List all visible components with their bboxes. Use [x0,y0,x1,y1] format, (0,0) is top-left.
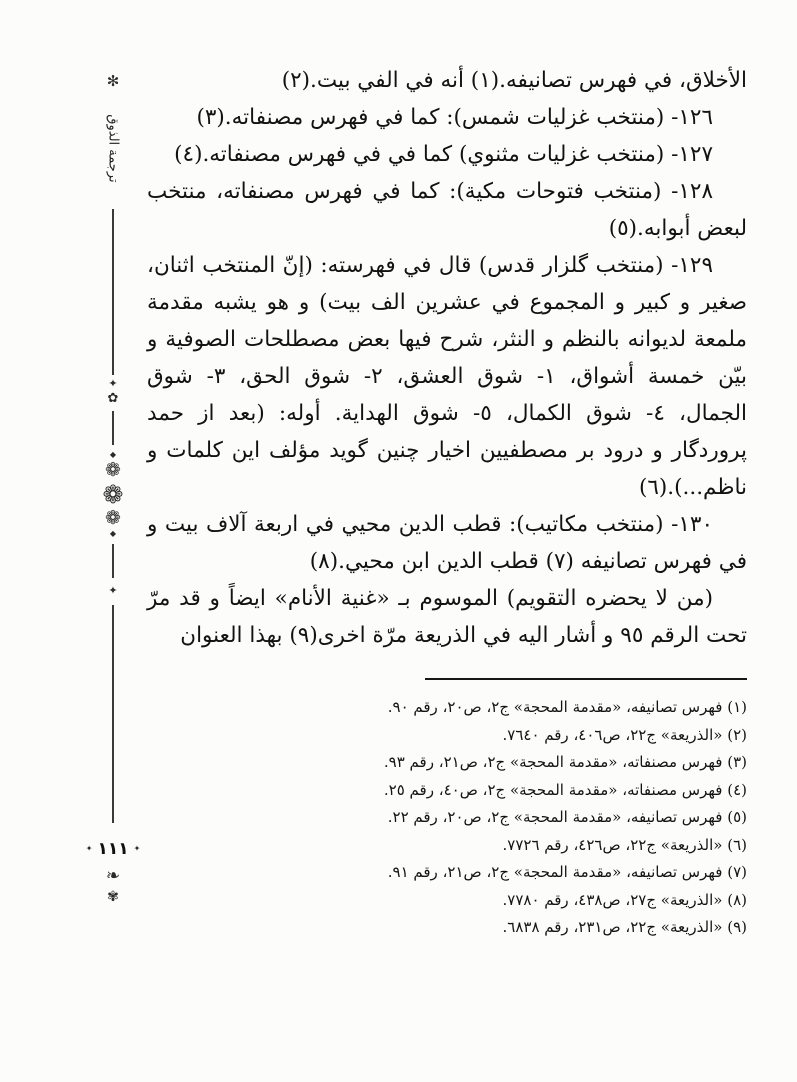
footnote: (٥) فهرس تصانيفه، «مقدمة المحجة» ج٢، ص٢٠، رقم ٢٢. [387,808,747,826]
margin-ornament-column [85,72,141,1004]
footnote: (٩) «الذريعة» ج٢٢، ص٢٣١، رقم ٦٨٣٨. [502,918,747,936]
footnote: (٢) «الذريعة» ج٢٢، ص٤٠٦، رقم ٧٦٤٠. [502,725,747,744]
paragraph-entry-128: ١٢٨- (منتخب فتوحات مكية): كما في فهرس مصنفاته، منتخب لبعض أبوابه.(٥) [147,179,747,241]
page-number-block [86,839,141,859]
footnotes-section [147,694,747,942]
small-flower-ornament-icon: ✿ [107,391,119,406]
footnote: (١) فهرس تصانيفه، «مقدمة المحجة» ج٢، ص٢٠، رقم ٩٠. [387,698,747,716]
margin-title-wrap [88,95,138,201]
diamond-ornament-icon: ◆ [109,450,117,459]
margin-vertical-title: ترجمة الذوق [105,113,121,183]
ornament-rule [112,544,114,578]
flower-ornament-icon: ❁ [105,507,121,529]
footnote: (٧) فهرس تصانيفه، «مقدمة المحجة» ج٢، ص٢١، رقم ٩١. [387,863,747,881]
flower-ornament-icon: ✻ [106,72,120,90]
footnote: (٨) «الذريعة» ج٢٧، ص٤٣٨، رقم ٧٧٨٠. [502,890,747,909]
page-text-block [147,62,747,942]
paragraph-entry-taqwim: (من لا يحضره التقويم) الموسوم بـ «غنية الأنام» ايضاً و قد مرّ تحت الرقم ٩٥ و أشار اليه في الذريعة مرّة اخرى(٩) بهذا العنوان [147,586,747,648]
flower-ornament-icon: ❁ [105,459,121,481]
paragraph-entry-126: ١٢٦- (منتخب غزليات شمس): كما في فهرس مصنفاته.(٣) [196,105,713,130]
footnote: (٤) فهرس مصنفاته، «مقدمة المحجة» ج٢، ص٤٠، رقم ٢٥. [383,780,747,799]
paragraph-continuation: الأخلاق، في فهرس تصانيفه.(١) أنه في الفي بيت.(٢) [281,68,747,93]
footnote: (٦) «الذريعة» ج٢٢، ص٤٢٦، رقم ٧٧٢٦. [502,835,747,854]
medallion-ornament [103,451,124,538]
ornament-rule [112,209,114,375]
diamond-ornament-icon: ◆ [109,529,117,538]
star-ornament-icon: ✦ [85,844,93,853]
star-ornament-icon: ✦ [133,844,141,853]
star-ornament-icon: ✦ [108,584,118,597]
footnote-separator [425,678,747,680]
ornament-rule [112,605,114,823]
footnote: (٣) فهرس مصنفاته، «مقدمة المحجة» ج٢، ص٢١، رقم ٩٣. [383,753,747,771]
flower-ornament-icon: ❁ [102,480,124,509]
paragraph-entry-130: ١٣٠- (منتخب مكاتيب): قطب الدين محيي في اربعة آلاف بيت و في فهرس تصانيفه (٧) قطب الدين ابن محيي.(٨) [147,512,747,574]
leaf-ornament-icon: ❧ [105,866,121,886]
finial-ornament-icon: ✾ [107,889,119,905]
paragraph-entry-129: ١٢٩- (منتخب گلزار قدس) قال في فهرسته: (إنّ المنتخب اثنان، صغير و كبير و المجموع في عشرين الف بيت) و هو يشبه مقدمة ملمعة لديوانه بالنظم و النثر، شرح فيها بعض مصطلحات الصوفية و بيّن خمسة أشواق، ١- شوق العشق، ٢- شوق الحق، ٣- شوق الجمال، ٤- شوق الكمال، ٥- شوق الهداية. أوله: (بعد از حمد پروردگار و درود بر مصطفيين اخيار چنين گويد مؤلف اين كلمات و ناظم...).(٦) [147,253,747,500]
page-number: ١١١ [97,839,129,859]
paragraph-entry-127: ١٢٧- (منتخب غزليات مثنوي) كما في في فهرس مصنفاته.(٤) [174,142,713,167]
ornament-rule [112,411,114,445]
star-ornament-icon: ✦ [108,377,118,390]
